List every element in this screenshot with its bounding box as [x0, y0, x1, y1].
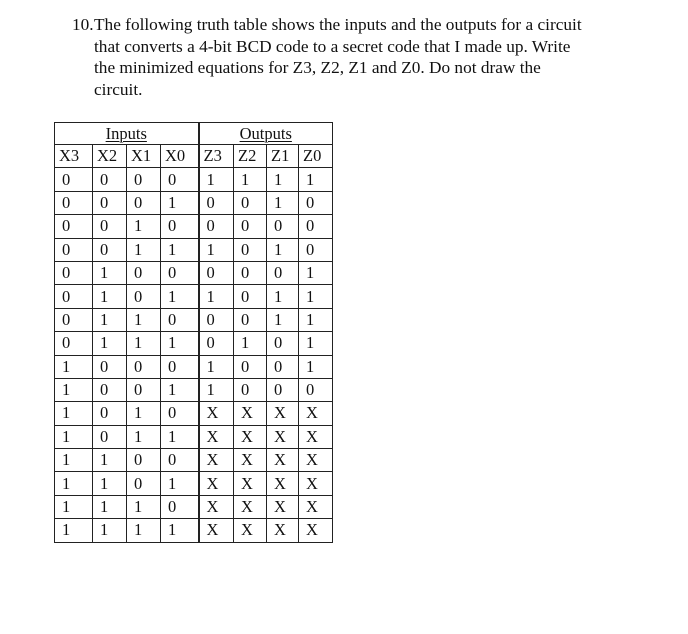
table-cell: 0 [127, 355, 161, 378]
table-cell: 0 [55, 168, 93, 191]
table-cell: 0 [299, 215, 333, 238]
table-row [55, 355, 333, 378]
table-cell: 0 [234, 308, 267, 331]
table-cell: 1 [161, 285, 199, 308]
table-cell: X [234, 449, 267, 472]
table-cell: 0 [161, 215, 199, 238]
truth-table-body [55, 168, 333, 542]
header-z3: Z3 [199, 145, 234, 168]
table-cell: 1 [299, 285, 333, 308]
question-text [72, 14, 632, 100]
table-cell: 1 [127, 425, 161, 448]
table-cell: 1 [93, 308, 127, 331]
table-cell: 1 [93, 495, 127, 518]
table-cell: X [199, 425, 234, 448]
table-row [55, 425, 333, 448]
table-cell: 1 [55, 449, 93, 472]
table-cell: 0 [55, 238, 93, 261]
truth-table [54, 122, 333, 543]
table-cell: 1 [299, 332, 333, 355]
table-cell: X [199, 519, 234, 542]
table-cell: 0 [93, 402, 127, 425]
header-x0: X0 [161, 145, 199, 168]
table-cell: 1 [55, 519, 93, 542]
table-cell: 1 [234, 332, 267, 355]
table-cell: 1 [93, 472, 127, 495]
table-cell: 0 [93, 425, 127, 448]
table-cell: 1 [299, 355, 333, 378]
question-line-4: circuit. [94, 79, 143, 99]
table-cell: 1 [93, 261, 127, 284]
table-cell: 0 [55, 285, 93, 308]
table-cell: 0 [199, 261, 234, 284]
question-first-line [72, 14, 632, 36]
table-cell: 1 [161, 191, 199, 214]
table-cell: 0 [199, 191, 234, 214]
table-cell: X [299, 495, 333, 518]
table-cell: 1 [93, 332, 127, 355]
table-cell: 1 [299, 168, 333, 191]
inputs-group-header [55, 123, 199, 145]
table-cell: 0 [199, 308, 234, 331]
table-cell: X [299, 472, 333, 495]
table-row [55, 285, 333, 308]
table-cell: X [199, 495, 234, 518]
column-header-row [55, 145, 333, 168]
table-cell: 0 [93, 355, 127, 378]
table-cell: X [267, 402, 299, 425]
table-cell: X [234, 402, 267, 425]
table-cell: 1 [161, 332, 199, 355]
header-z2: Z2 [234, 145, 267, 168]
table-cell: 0 [199, 332, 234, 355]
table-cell: X [299, 519, 333, 542]
table-cell: X [267, 519, 299, 542]
table-cell: 1 [199, 355, 234, 378]
group-header-row [55, 123, 333, 145]
table-cell: 0 [127, 285, 161, 308]
table-cell: 0 [161, 402, 199, 425]
table-cell: 0 [55, 332, 93, 355]
table-row [55, 168, 333, 191]
inputs-label: Inputs [105, 123, 147, 143]
table-cell: 0 [127, 378, 161, 401]
table-cell: 1 [127, 402, 161, 425]
header-z1: Z1 [267, 145, 299, 168]
table-cell: 1 [299, 261, 333, 284]
table-cell: 1 [199, 378, 234, 401]
table-row [55, 449, 333, 472]
table-cell: 1 [199, 285, 234, 308]
table-cell: X [299, 449, 333, 472]
table-cell: 0 [267, 332, 299, 355]
table-row [55, 238, 333, 261]
question-line-3: the minimized equations for Z3, Z2, Z1 and Z0. Do not draw the [94, 58, 541, 77]
table-cell: 0 [267, 261, 299, 284]
header-x1: X1 [127, 145, 161, 168]
table-cell: X [299, 402, 333, 425]
table-cell: 0 [127, 191, 161, 214]
table-cell: 1 [55, 425, 93, 448]
table-row [55, 191, 333, 214]
table-cell: 1 [55, 355, 93, 378]
table-row [55, 378, 333, 401]
table-cell: 1 [267, 168, 299, 191]
table-row [55, 332, 333, 355]
table-cell: 1 [267, 285, 299, 308]
table-cell: 0 [161, 449, 199, 472]
table-cell: X [267, 425, 299, 448]
table-row [55, 215, 333, 238]
table-row [55, 308, 333, 331]
outputs-label: Outputs [239, 123, 292, 143]
table-cell: 0 [127, 261, 161, 284]
table-cell: 0 [234, 238, 267, 261]
header-z0: Z0 [299, 145, 333, 168]
table-cell: 0 [93, 378, 127, 401]
table-cell: 1 [93, 285, 127, 308]
table-cell: 1 [127, 495, 161, 518]
table-cell: X [199, 449, 234, 472]
table-cell: 1 [127, 332, 161, 355]
table-cell: X [234, 519, 267, 542]
table-cell: 0 [299, 191, 333, 214]
table-cell: 0 [234, 378, 267, 401]
table-cell: 1 [55, 472, 93, 495]
table-cell: 0 [161, 308, 199, 331]
table-cell: 0 [161, 261, 199, 284]
table-cell: 1 [55, 495, 93, 518]
table-cell: 1 [127, 308, 161, 331]
table-cell: 0 [93, 238, 127, 261]
table-cell: 0 [267, 215, 299, 238]
table-cell: 1 [199, 168, 234, 191]
table-cell: 0 [299, 378, 333, 401]
table-cell: 0 [161, 495, 199, 518]
table-row [55, 519, 333, 542]
table-cell: 0 [267, 355, 299, 378]
table-cell: 1 [161, 425, 199, 448]
outputs-group-header [199, 123, 333, 145]
table-cell: 0 [234, 285, 267, 308]
question-line-2: that converts a 4-bit BCD code to a secret code that I made up. Write [94, 36, 571, 56]
table-cell: X [234, 472, 267, 495]
table-cell: 1 [267, 238, 299, 261]
table-cell: 0 [267, 378, 299, 401]
table-cell: 0 [234, 191, 267, 214]
table-cell: 0 [234, 215, 267, 238]
table-cell: 0 [55, 261, 93, 284]
table-cell: 0 [127, 168, 161, 191]
table-cell: 1 [199, 238, 234, 261]
table-cell: 0 [55, 191, 93, 214]
table-cell: 1 [161, 472, 199, 495]
table-cell: 1 [55, 378, 93, 401]
header-x3: X3 [55, 145, 93, 168]
table-cell: X [267, 472, 299, 495]
table-row [55, 261, 333, 284]
table-cell: 1 [299, 308, 333, 331]
table-cell: X [267, 495, 299, 518]
table-row [55, 495, 333, 518]
table-cell: 1 [127, 519, 161, 542]
table-row [55, 472, 333, 495]
question-number: 10. [72, 15, 94, 34]
table-cell: X [199, 472, 234, 495]
table-cell: 1 [234, 168, 267, 191]
table-cell: 0 [55, 215, 93, 238]
table-cell: 0 [127, 472, 161, 495]
table-cell: X [199, 402, 234, 425]
question-line-1: The following truth table shows the inputs and the outputs for a circuit [94, 15, 582, 34]
table-cell: 0 [93, 168, 127, 191]
table-cell: 0 [234, 355, 267, 378]
table-cell: X [234, 425, 267, 448]
table-cell: 1 [127, 238, 161, 261]
table-cell: 0 [127, 449, 161, 472]
table-cell: 0 [161, 355, 199, 378]
table-cell: 0 [234, 261, 267, 284]
table-cell: 1 [55, 402, 93, 425]
table-cell: 1 [161, 238, 199, 261]
table-cell: 1 [161, 378, 199, 401]
table-row [55, 402, 333, 425]
table-cell: 0 [161, 168, 199, 191]
table-cell: 1 [93, 519, 127, 542]
table-cell: X [299, 425, 333, 448]
table-cell: X [234, 495, 267, 518]
table-cell: 0 [93, 215, 127, 238]
table-cell: 1 [127, 215, 161, 238]
table-cell: 1 [267, 191, 299, 214]
table-cell: 1 [267, 308, 299, 331]
table-cell: 1 [93, 449, 127, 472]
table-cell: 0 [299, 238, 333, 261]
table-cell: 1 [161, 519, 199, 542]
header-x2: X2 [93, 145, 127, 168]
table-cell: 0 [93, 191, 127, 214]
table-cell: 0 [199, 215, 234, 238]
table-cell: X [267, 449, 299, 472]
table-cell: 0 [55, 308, 93, 331]
